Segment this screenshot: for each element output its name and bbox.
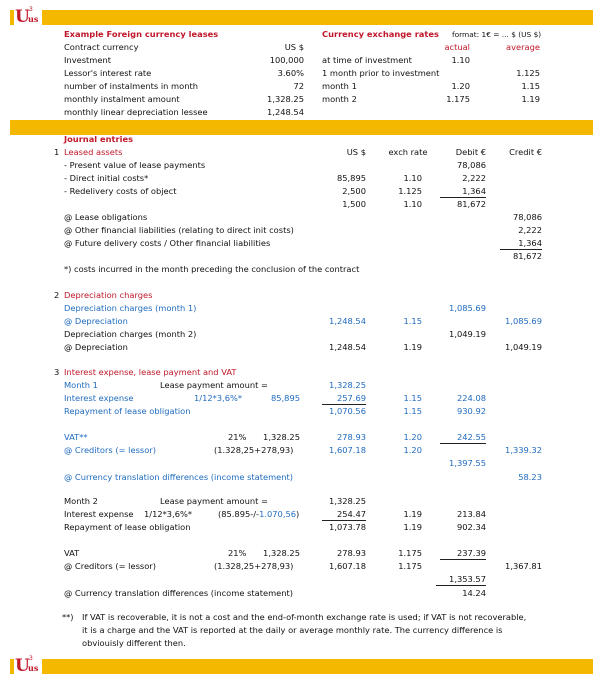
usd-value: 1,073.78 — [329, 522, 366, 532]
section-title: Interest expense, lease payment and VAT — [64, 367, 237, 377]
entry-label: - Present value of lease payments — [64, 160, 206, 170]
section-title: Leased assets — [64, 147, 123, 157]
lease-label: Lessor's interest rate — [64, 68, 152, 78]
rate-value: 1.10 — [403, 199, 422, 209]
credit-entry-label: @ Creditors (= lessor) — [64, 445, 156, 455]
rates-title: Currency exchange rates — [322, 29, 439, 39]
interest-formula: 1/12*3,6%* — [144, 509, 193, 519]
top-accent-bar — [10, 10, 593, 25]
footnote-line: it is a charge and the VAT is reported at the daily or average monthly rate. The currency difference is — [82, 625, 503, 635]
lease-label: Contract currency — [64, 42, 139, 52]
footnote-line: If VAT is recoverable, it is not a cost and the end-of-month exchange rate is used; if VAT is not recoverable, — [82, 612, 527, 622]
divider-accent-bar — [10, 120, 593, 135]
rates-actual: 1.10 — [451, 55, 470, 65]
rate-value: 1.19 — [403, 342, 422, 352]
rates-col-actual: actual — [444, 42, 470, 52]
usd-value: 1,328.25 — [329, 380, 366, 390]
debit-total: 81,672 — [456, 199, 486, 209]
lease-value: 1,328.25 — [267, 94, 304, 104]
credit-entry-label: @ Depreciation — [64, 316, 128, 326]
lease-value: 100,000 — [269, 55, 304, 65]
logo-sup: 3 — [29, 6, 33, 13]
bottom-accent-bar — [10, 659, 593, 674]
logo — [14, 7, 42, 29]
debit-value: 78,086 — [456, 160, 486, 170]
logo-letter: U — [15, 7, 30, 27]
entry-label: - Redelivery costs of object — [64, 186, 177, 196]
usd-value: 278.93 — [336, 432, 366, 442]
lease-payment-label: Lease payment amount = — [160, 380, 268, 390]
usd-value: 1,070.56 — [329, 406, 366, 416]
rate-value: 1.15 — [403, 393, 422, 403]
credit-value: 1,049.19 — [505, 342, 542, 352]
debit-value: 213.84 — [456, 509, 486, 519]
section-note: *) costs incurred in the month preceding the conclusion of the contract — [64, 264, 360, 274]
lease-payment-label: Lease payment amount = — [160, 496, 268, 506]
usd-value: 1,607.18 — [329, 561, 366, 571]
credit-entry-label: @ Lease obligations — [64, 212, 148, 222]
interest-base: 85,895 — [270, 393, 300, 403]
usd-value: 278.93 — [336, 548, 366, 558]
entry-label: VAT** — [64, 432, 88, 442]
section-title: Depreciation charges — [64, 290, 153, 300]
rate-value: 1.175 — [398, 548, 422, 558]
credit-total: 81,672 — [512, 251, 542, 261]
usd-value: 1,248.54 — [329, 342, 366, 352]
usd-value: 1,500 — [342, 199, 366, 209]
rate-value: 1.10 — [403, 173, 422, 183]
credit-entry-label: @ Currency translation differences (income statement) — [64, 472, 294, 482]
usd-value: 1,248.54 — [329, 316, 366, 326]
debit-value: 14.24 — [462, 588, 486, 598]
credit-value: 1,367.81 — [505, 561, 542, 571]
interest-base: (85.895-/-1.070,56) — [218, 509, 300, 519]
rates-actual: 1.20 — [451, 81, 470, 91]
vat-pct: 21% — [228, 432, 247, 442]
rate-value: 1.15 — [403, 406, 422, 416]
rates-label: 1 month prior to investment — [322, 68, 440, 78]
lease-label: number of instalments in month — [64, 81, 198, 91]
rates-average: 1.19 — [521, 94, 540, 104]
rate-value: 1.125 — [398, 186, 422, 196]
vat-pct: 21% — [228, 548, 247, 558]
rate-value: 1.19 — [403, 522, 422, 532]
debit-value: 224.08 — [456, 393, 486, 403]
lease-value: 3.60% — [277, 68, 304, 78]
credit-entry-label: @ Creditors (= lessor) — [64, 561, 156, 571]
rates-label: at time of investment — [322, 55, 412, 65]
rate-value: 1.175 — [398, 561, 422, 571]
debit-value: 1,364 — [440, 186, 486, 198]
entry-label: Depreciation charges (month 2) — [64, 329, 197, 339]
rates-col-average: average — [506, 42, 540, 52]
rates-average: 1.15 — [521, 81, 540, 91]
logo-sup: 3 — [29, 655, 33, 662]
credit-value: 1,085.69 — [505, 316, 542, 326]
footnote-marker: **) — [62, 612, 74, 622]
rate-value: 1.20 — [403, 445, 422, 455]
entry-label: Depreciation charges (month 1) — [64, 303, 197, 313]
debit-value: 930.92 — [456, 406, 486, 416]
vat-base: 1,328.25 — [263, 432, 300, 442]
credit-value: 1,339.32 — [505, 445, 542, 455]
rate-value: 1.15 — [403, 316, 422, 326]
debit-value: 1,049.19 — [449, 329, 486, 339]
credit-value: 58.23 — [518, 472, 542, 482]
debit-total: 1,397.55 — [449, 458, 486, 468]
lease-label: monthly linear depreciation lessee — [64, 107, 208, 117]
credit-entry-label: @ Other financial liabilities (relating to direct init costs) — [64, 225, 294, 235]
rates-label: month 2 — [322, 94, 357, 104]
rate-value: 1.20 — [403, 432, 422, 442]
col-header-usd: US $ — [346, 147, 366, 157]
entry-label: Interest expense — [64, 393, 134, 403]
lease-value: 72 — [293, 81, 304, 91]
credit-value: 2,222 — [518, 225, 542, 235]
credit-entry-label: @ Future delivery costs / Other financial liabilities — [64, 238, 271, 248]
col-header-credit: Credit € — [509, 147, 542, 157]
rates-average: 1.125 — [516, 68, 540, 78]
creditor-formula: (1.328,25+278,93) — [214, 445, 294, 455]
usd-value: 85,895 — [336, 173, 366, 183]
debit-value: 237.39 — [440, 548, 486, 560]
rates-format: format: 1€ = ... $ (US $) — [452, 30, 542, 39]
credit-value: 1,364 — [500, 238, 542, 250]
entry-label: VAT — [64, 548, 80, 558]
debit-total: 1,353.57 — [436, 574, 486, 586]
vat-base: 1,328.25 — [263, 548, 300, 558]
lease-title: Example Foreign currency leases — [64, 29, 219, 39]
lease-value: 1,248.54 — [267, 107, 304, 117]
entry-label: - Direct initial costs* — [64, 173, 149, 183]
lease-label: monthly instalment amount — [64, 94, 180, 104]
credit-value: 78,086 — [512, 212, 542, 222]
logo — [14, 656, 42, 678]
entry-label: Repayment of lease obligation — [64, 522, 191, 532]
credit-entry-label: @ Currency translation differences (income statement) — [64, 588, 294, 598]
logo-sub: us — [28, 14, 39, 24]
rates-actual: 1.175 — [446, 94, 470, 104]
rate-value: 1.19 — [403, 509, 422, 519]
debit-value: 1,085.69 — [449, 303, 486, 313]
col-header-debit: Debit € — [455, 147, 486, 157]
section-number: 3 — [54, 367, 60, 377]
month-label: Month 2 — [64, 496, 98, 506]
usd-value: 2,500 — [342, 186, 366, 196]
lease-label: Investment — [64, 55, 111, 65]
usd-value: 254.47 — [322, 509, 366, 521]
section-number: 1 — [54, 147, 60, 157]
entry-label: Interest expense — [64, 509, 134, 519]
rates-label: month 1 — [322, 81, 357, 91]
debit-value: 902.34 — [456, 522, 486, 532]
journal-title: Journal entries — [64, 134, 134, 144]
footnote-line: obviouisly different then. — [82, 638, 186, 648]
credit-entry-label: @ Depreciation — [64, 342, 128, 352]
col-header-rate: exch rate — [388, 147, 428, 157]
debit-value: 2,222 — [462, 173, 486, 183]
usd-value: 1,607.18 — [329, 445, 366, 455]
logo-letter: U — [15, 656, 30, 676]
interest-formula: 1/12*3,6%* — [194, 393, 243, 403]
creditor-formula: (1.328,25+278,93) — [214, 561, 294, 571]
usd-value: 1,328.25 — [329, 496, 366, 506]
month-label: Month 1 — [64, 380, 98, 390]
debit-value: 242.55 — [440, 432, 486, 444]
usd-value: 257.69 — [322, 393, 366, 405]
section-number: 2 — [54, 290, 60, 300]
lease-value: US $ — [284, 42, 304, 52]
logo-sub: us — [28, 663, 39, 673]
entry-label: Repayment of lease obligation — [64, 406, 191, 416]
